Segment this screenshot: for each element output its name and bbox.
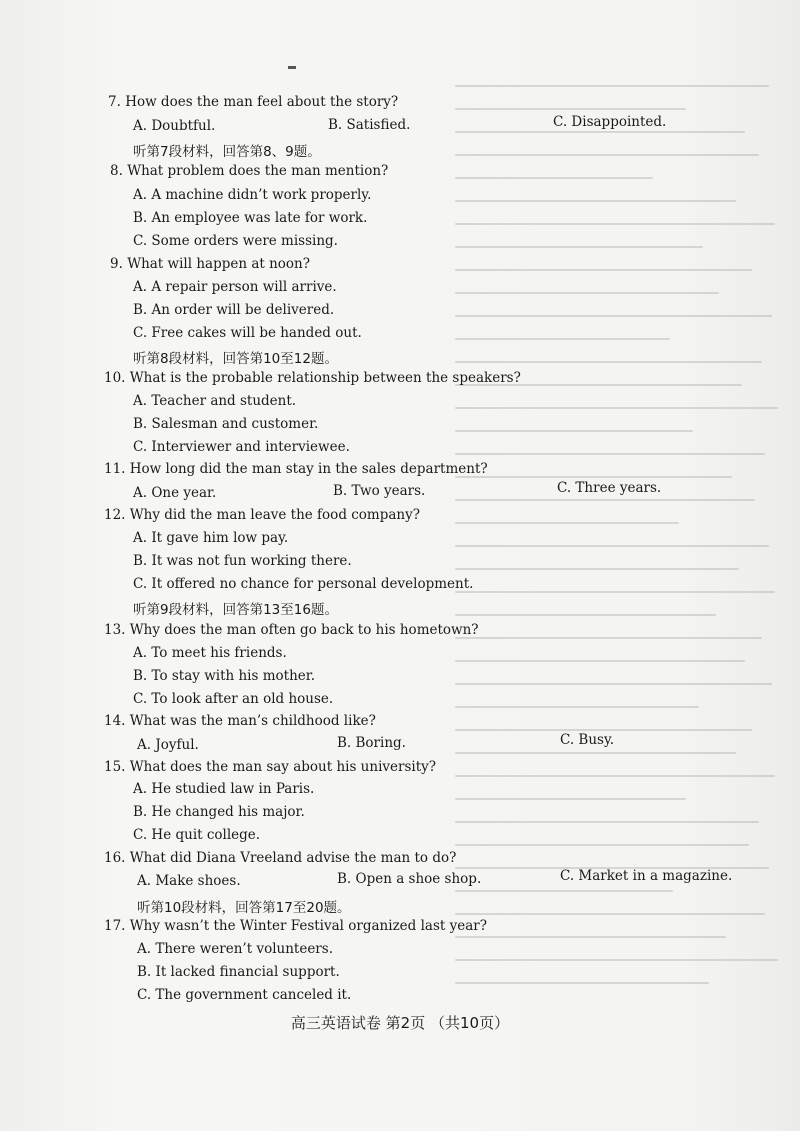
option-7c: C. Disappointed. <box>553 114 667 130</box>
option-8c: C. Some orders were missing. <box>133 233 338 249</box>
option-14c: C. Busy. <box>560 732 615 748</box>
option-12a: A. It gave him low pay. <box>133 530 289 546</box>
section-instruction-10: 听第10段材料，回答第17至20题。 <box>137 900 351 916</box>
question-15: 15. What does the man say about his university? <box>104 759 436 775</box>
page-footer: 高三英语试卷 第2页 （共10页） <box>290 1014 510 1032</box>
option-17a: A. There weren’t volunteers. <box>137 941 333 957</box>
question-17: 17. Why wasn’t the Winter Festival organized last year? <box>104 918 487 934</box>
option-12c: C. It offered no chance for personal development. <box>133 576 474 592</box>
question-11: 11. How long did the man stay in the sales department? <box>104 461 488 477</box>
option-9a: A. A repair person will arrive. <box>133 279 337 295</box>
question-13: 13. Why does the man often go back to his hometown? <box>104 622 479 638</box>
question-14: 14. What was the man’s childhood like? <box>104 713 376 729</box>
section-instruction-8: 听第8段材料，回答第10至12题。 <box>133 351 338 367</box>
option-10b: B. Salesman and customer. <box>133 416 319 432</box>
option-10c: C. Interviewer and interviewee. <box>133 439 350 455</box>
option-7b: B. Satisfied. <box>328 117 411 133</box>
option-16a: A. Make shoes. <box>137 873 241 889</box>
option-17b: B. It lacked financial support. <box>137 964 340 980</box>
option-16b: B. Open a shoe shop. <box>337 871 482 887</box>
question-12: 12. Why did the man leave the food company? <box>104 507 420 523</box>
option-11b: B. Two years. <box>333 483 426 499</box>
option-15b: B. He changed his major. <box>133 804 305 820</box>
question-10: 10. What is the probable relationship between the speakers? <box>104 370 521 386</box>
question-16: 16. What did Diana Vreeland advise the man to do? <box>104 850 457 866</box>
option-13b: B. To stay with his mother. <box>133 668 316 684</box>
option-14b: B. Boring. <box>337 735 406 751</box>
option-13a: A. To meet his friends. <box>133 645 287 661</box>
option-9b: B. An order will be delivered. <box>133 302 335 318</box>
option-8b: B. An employee was late for work. <box>133 210 368 226</box>
option-15a: A. He studied law in Paris. <box>133 781 315 797</box>
section-instruction-7: 听第7段材料，回答第8、9题。 <box>133 144 321 160</box>
page-mark <box>288 66 296 69</box>
bleed-through-text <box>455 85 785 1045</box>
option-17c: C. The government canceled it. <box>137 987 352 1003</box>
option-7a: A. Doubtful. <box>133 118 216 134</box>
option-13c: C. To look after an old house. <box>133 691 334 707</box>
option-15c: C. He quit college. <box>133 827 261 843</box>
question-7: 7. How does the man feel about the story? <box>108 94 399 110</box>
option-8a: A. A machine didn’t work properly. <box>133 187 372 203</box>
question-8: 8. What problem does the man mention? <box>110 163 389 179</box>
question-9: 9. What will happen at noon? <box>110 256 310 272</box>
option-16c: C. Market in a magazine. <box>560 868 733 884</box>
option-10a: A. Teacher and student. <box>133 393 297 409</box>
option-12b: B. It was not fun working there. <box>133 553 352 569</box>
section-instruction-9: 听第9段材料，回答第13至16题。 <box>133 602 338 618</box>
option-14a: A. Joyful. <box>137 737 199 753</box>
option-9c: C. Free cakes will be handed out. <box>133 325 362 341</box>
option-11c: C. Three years. <box>557 480 662 496</box>
option-11a: A. One year. <box>133 485 217 501</box>
